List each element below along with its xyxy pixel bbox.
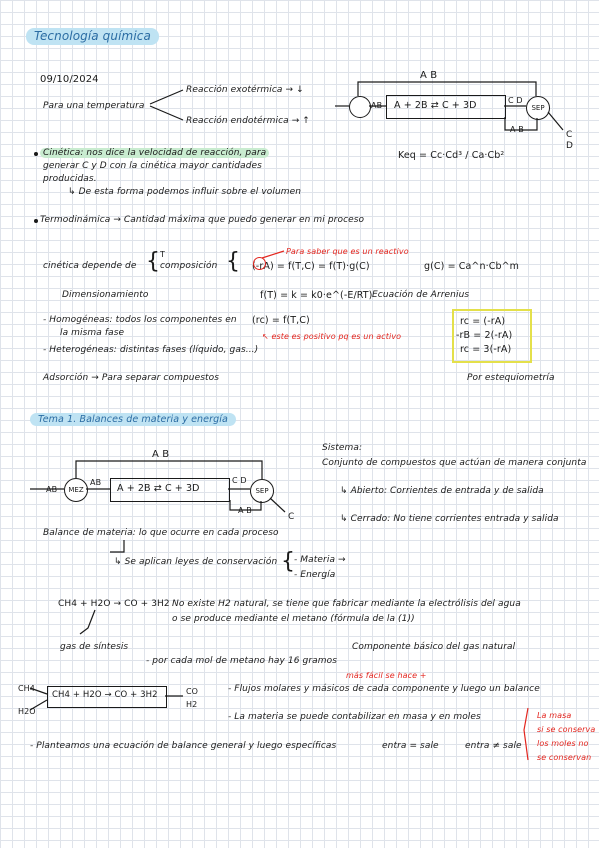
diagram1-out-c: C <box>566 130 573 140</box>
diagram1-out-d: D <box>566 141 574 151</box>
red-side-4: se conservan <box>537 753 592 762</box>
leyes: ↳ Se aplican leyes de conservación <box>114 557 278 567</box>
cinetica-line4: ↳ De esta forma podemos influir sobre el volumen <box>68 187 302 197</box>
termo-line: Termodinámica → Cantidad máxima que puedo generar en mi proceso <box>40 215 365 225</box>
diagram2-ab-left: AB <box>46 485 58 494</box>
red-side-2: si se conserva <box>537 725 596 734</box>
mas-facil: más fácil se hace + <box>346 671 427 680</box>
diagram2-mez: MEZ <box>64 478 88 502</box>
diagram2-ab2: AB <box>90 478 102 487</box>
arrhenius: f(T) = k = k0·e^(-E/RT) <box>260 290 373 301</box>
red-side-1: La masa <box>537 711 572 720</box>
yellow-line-3: rc = 3(-rA) <box>460 344 512 355</box>
tema1-heading: Tema 1. Balances de materia y energía <box>30 413 236 426</box>
gc-equation: g(C) = Ca^n·Cb^m <box>424 261 520 272</box>
yellow-line-1: rc = (-rA) <box>460 316 506 327</box>
cinetica-line3: producidas. <box>43 174 97 184</box>
reac-exo: Reacción exotérmica → ↓ <box>186 85 304 95</box>
brace: { <box>146 249 161 274</box>
ch4-equation: CH4 + H2O → CO + 3H2 <box>58 599 170 609</box>
reactor-in-1: CH4 <box>18 684 35 693</box>
energia: - Energía <box>294 570 336 580</box>
h2-note-1: No existe H2 natural, se tiene que fabricar mediante la electrólisis del agua <box>172 599 521 609</box>
keq: Keq = Cc·Cd³ / Ca·Cb² <box>398 150 505 161</box>
red-note-positivo: ↖ este es positivo pq es un activo <box>262 332 402 341</box>
diagram2-ab-bottom: A B <box>238 506 252 515</box>
entra-sale: entra = sale <box>382 741 439 751</box>
diagram2-sep: SEP <box>250 479 274 503</box>
sistema-def: Conjunto de compuestos que actúan de manera conjunta <box>322 458 587 468</box>
brace-right: { <box>226 249 241 274</box>
adsorcion: Adsorción → Para separar compuestos <box>43 373 220 383</box>
yellow-line-2: -rB = 2(-rA) <box>456 330 513 341</box>
diagram1-reaction: A + 2B ⇄ C + 3D <box>394 100 477 111</box>
homogeneas-2: la misma fase <box>60 328 125 338</box>
h2-note-2: o se produce mediante el metano (fórmula de la (1)) <box>172 614 415 624</box>
diagram1-sep: SEP <box>526 96 550 120</box>
homogeneas: - Homogéneas: todos los componentes en <box>43 315 237 325</box>
rc-equation: (rc) = f(T,C) <box>252 315 310 326</box>
contabilizar: - La materia se puede contabilizar en masa y en moles <box>228 712 481 722</box>
para-temp: Para una temperatura <box>43 101 145 111</box>
diagram2-top: A B <box>152 449 170 460</box>
comp-basico: Componente básico del gas natural <box>352 642 516 652</box>
red-side-3: los moles no <box>537 739 589 748</box>
arrhenius-label: Ecuación de Arrenius <box>372 290 470 300</box>
reactor-equation: CH4 + H2O → CO + 3H2 <box>52 690 158 700</box>
estequiometria: Por estequiometría <box>467 373 555 383</box>
diagram1-ab-bottom: A B <box>510 125 524 134</box>
red-note-reactivo: Para saber que es un reactivo <box>286 247 409 256</box>
diagram1-top: A B <box>420 70 438 81</box>
heterogeneas: - Heterogéneas: distintas fases (líquido, gas...) <box>43 345 259 355</box>
reactor-out-2: H2 <box>186 700 198 709</box>
diagram1-cd: C D <box>508 96 523 105</box>
cerrado: ↳ Cerrado: No tiene corrientes entrada y salida <box>340 514 559 524</box>
reac-endo: Reacción endotérmica → ↑ <box>186 116 310 126</box>
abierto: ↳ Abierto: Corrientes de entrada y de salida <box>340 486 544 496</box>
entra-neq-sale: entra ≠ sale <box>465 741 522 751</box>
dimensionamiento: Dimensionamiento <box>62 290 149 300</box>
rate-equation: (-rA) = f(T,C) = f(T)·g(C) <box>252 261 370 272</box>
diagram1-ab: AB <box>371 101 383 110</box>
reactor-out-1: CO <box>186 687 199 696</box>
diagram2-cd: C D <box>232 476 247 485</box>
plantear: - Planteamos una ecuación de balance general y luego específicas <box>30 741 337 751</box>
cinetica-line2: generar C y D con la cinética mayor cantidades <box>43 161 262 171</box>
date: 09/10/2024 <box>40 74 99 85</box>
t-label: T <box>160 250 165 259</box>
reactor-in-2: H2O <box>18 707 36 716</box>
por-cada: - por cada mol de metano hay 16 gramos <box>146 656 338 666</box>
materia: - Materia → <box>294 555 346 565</box>
page-title: Tecnología química <box>26 28 159 45</box>
gas-sintesis: gas de síntesis <box>60 642 129 652</box>
diagram2-reaction: A + 2B ⇄ C + 3D <box>117 483 200 494</box>
flujos: - Flujos molares y másicos de cada componente y luego un balance <box>228 684 540 694</box>
sistema: Sistema: <box>322 443 363 453</box>
cin-depende: cinética depende de <box>43 261 137 271</box>
composicion: composición <box>160 261 218 271</box>
balance-materia: Balance de materia: lo que ocurre en cada proceso <box>43 528 279 538</box>
diagram2-out-c: C <box>288 512 295 522</box>
brace-2: { <box>281 549 296 574</box>
cinetica-label: Cinética: nos dice la velocidad de reacción, para <box>40 148 269 158</box>
